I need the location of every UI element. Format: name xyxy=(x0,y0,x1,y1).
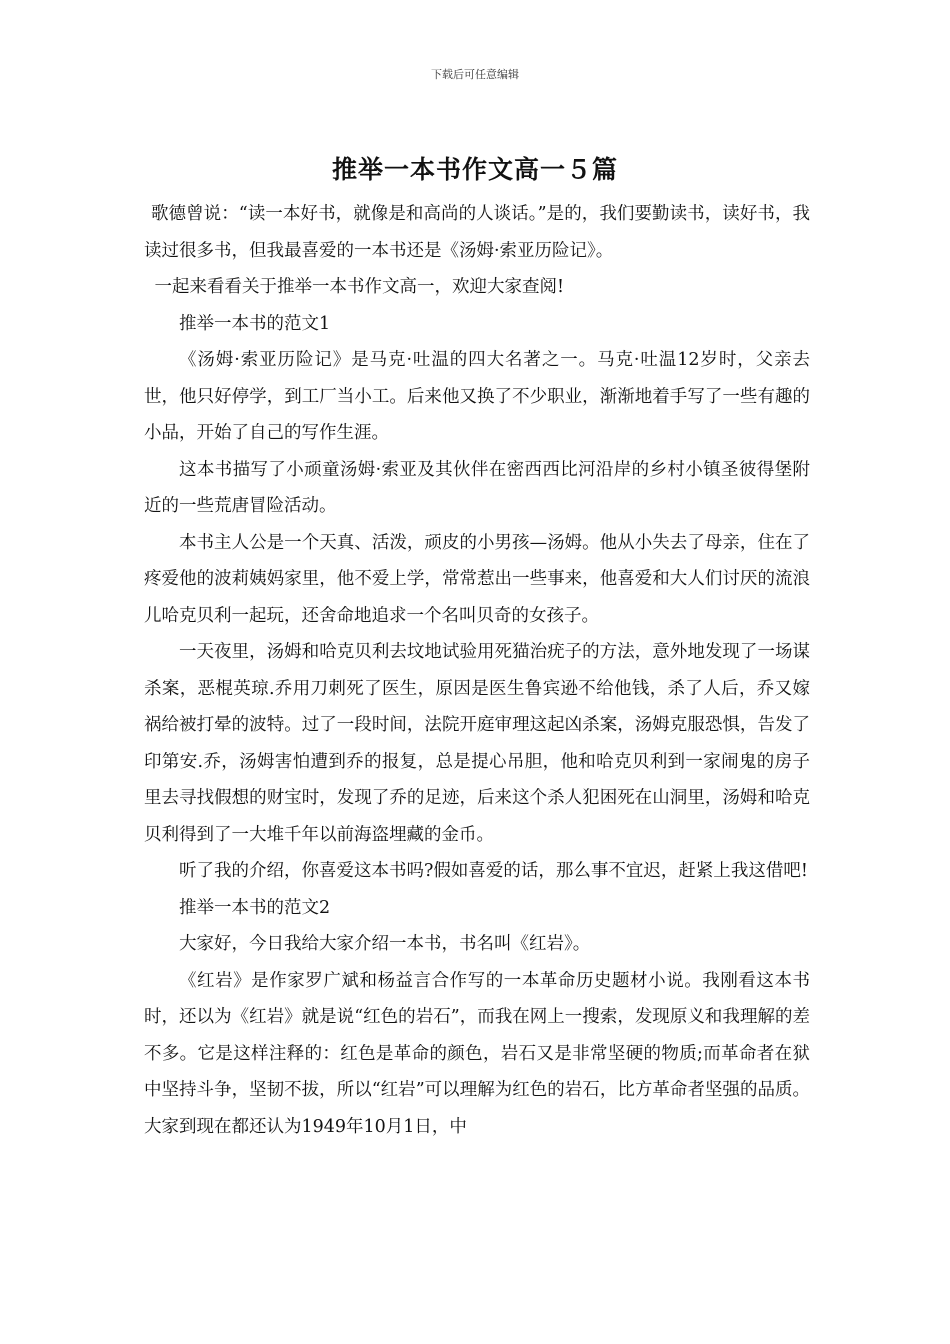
section-heading-1: 推举一本书的范文1 xyxy=(179,313,331,334)
paragraph: 一天夜里，汤姆和哈克贝利去坟地试验用死猫治疣子的方法，意外地发现了一场谋杀案，恶棍英琼.乔用刀刺死了医生，原因是医生鲁宾逊不给他钱，杀了人后，乔又嫁祸给被打晕的波特。过了一段时间，法院开庭审理这起凶杀案，汤姆克服恐惧，告发了印第安.乔，汤姆害怕遭到乔的报复，总是提心吊胆，他和哈克贝利到一家闹鬼的房子里去寻找假想的财宝时，发现了乔的足迹，后来这个杀人犯困死在山洞里，汤姆和哈克贝利得到了一大堆千年以前海盗埋藏的金币。 xyxy=(144,642,810,845)
paragraph: 《汤姆·索亚历险记》是马克·吐温的四大名著之一。马克·吐温12岁时，父亲去世，他只好停学，到工厂当小工。后来他又换了不少职业，渐渐地着手写了一些有趣的小品，开始了自己的写作生涯。 xyxy=(144,350,810,443)
page-header-note: 下载后可任意编辑 xyxy=(431,68,519,81)
paragraph: 《红岩》是作家罗广斌和杨益言合作写的一本革命历史题材小说。我刚看这本书时，还以为《红岩》就是说“红色的岩石”，而我在网上一搜索，发现原义和我理解的差不多。它是这样注释的：红色是革命的颜色，岩石又是非常坚硬的物质;而革命者在狱中坚持斗争，坚韧不拔，所以“红岩”可以理解为红色的岩石，比方革命者坚强的品质。大家到现在都还认为1949年10月1日，中 xyxy=(144,970,810,1137)
document-body xyxy=(144,196,810,1145)
section-heading-2: 推举一本书的范文2 xyxy=(179,897,331,918)
paragraph: 大家好，今日我给大家介绍一本书，书名叫《红岩》。 xyxy=(179,934,591,954)
paragraph-intro: 一起来看看关于推举一本书作文高一，欢迎大家查阅! xyxy=(154,277,565,297)
paragraph: 本书主人公是一个天真、活泼，顽皮的小男孩—汤姆。他从小失去了母亲，住在了疼爱他的波莉姨妈家里，他不爱上学，常常惹出一些事来，他喜爱和大人们讨厌的流浪儿哈克贝利一起玩，还舍命地追求一个名叫贝奇的女孩子。 xyxy=(144,532,810,626)
paragraph: 这本书描写了小顽童汤姆·索亚及其伙伴在密西西比河沿岸的乡村小镇圣彼得堡附近的一些荒唐冒险活动。 xyxy=(144,459,810,516)
paragraph-goethe-quote: 歌德曾说：“读一本好书，就像是和高尚的人谈话。”是的，我们要勤读书，读好书，我读过很多书，但我最喜爱的一本书还是《汤姆·索亚历险记》。 xyxy=(144,204,810,261)
paragraph: 听了我的介绍，你喜爱这本书吗?假如喜爱的话，那么事不宜迟，赶紧上我这借吧! xyxy=(179,861,808,881)
document-title: 推举一本书作文高一５篇 xyxy=(331,155,618,184)
